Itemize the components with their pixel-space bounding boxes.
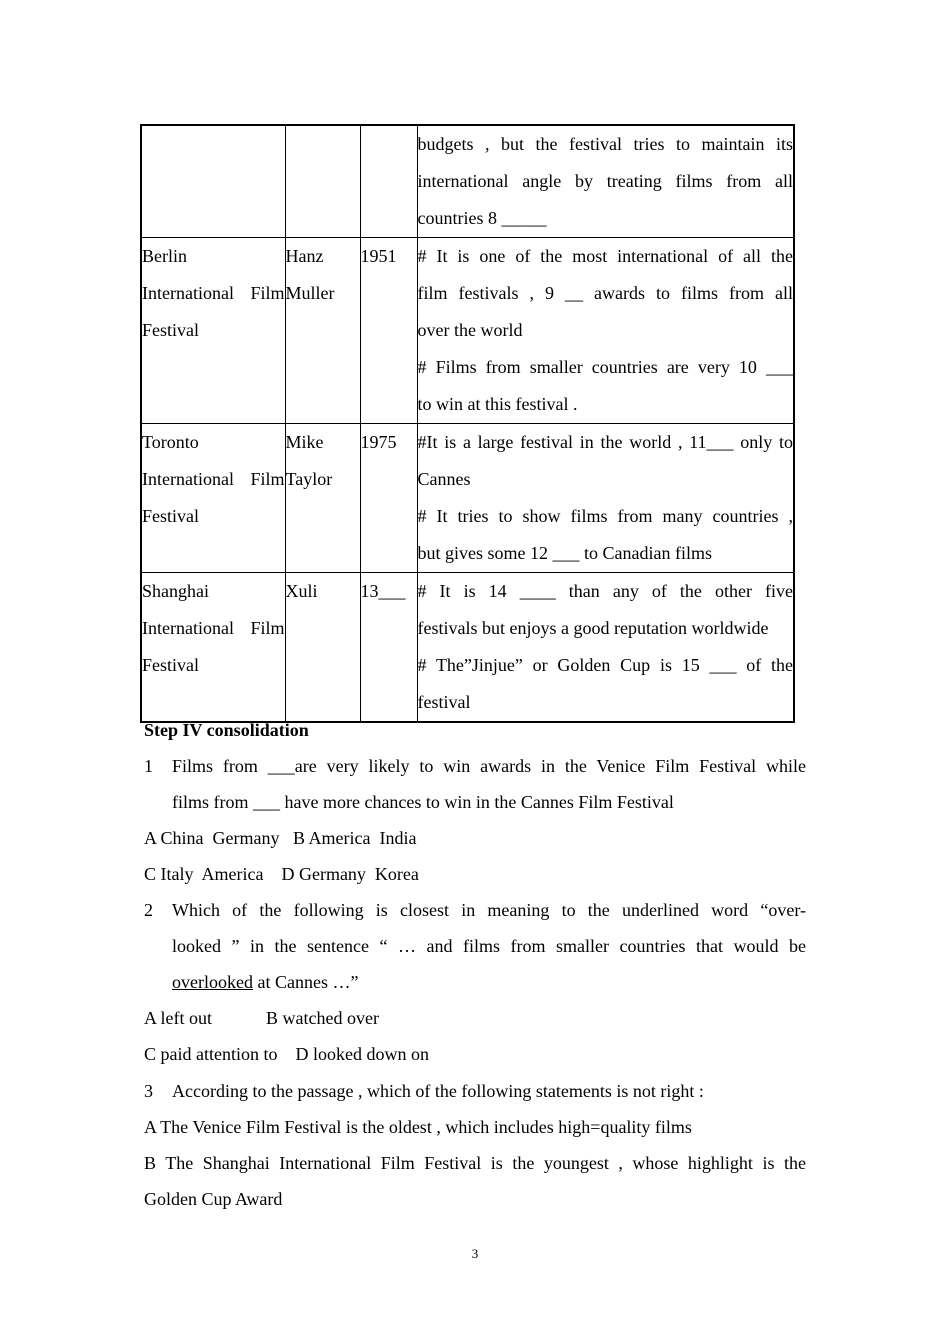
chairman-cell: [285, 238, 360, 424]
year-value: 13___: [360, 581, 406, 601]
chairman-cell: [285, 573, 360, 723]
cell-line: film festivals , 9 __ awards to films from all: [417, 283, 793, 303]
q1-line-2: films from ___ have more chances to win in the Cannes Film Festival: [172, 792, 674, 812]
cell-line: but gives some 12 ___ to Canadian films: [417, 543, 712, 563]
cell-line: [286, 126, 360, 163]
festival-name-cell: [141, 125, 285, 238]
cell-line: # It tries to show films from many countries ,: [417, 506, 793, 526]
q2-number: 2: [144, 900, 153, 920]
page-number: 3: [471, 1246, 479, 1261]
festival-name-cell: [141, 424, 285, 573]
q2-line-1: [144, 892, 806, 928]
q2-line-3: [144, 964, 806, 1000]
year-value: [361, 126, 417, 163]
q3-option-b-line-1: B The Shanghai International Film Festival is the youngest , whose highlight is the: [144, 1153, 806, 1173]
festival-table: [140, 124, 795, 723]
cell-line: Festival: [142, 506, 199, 526]
cell-line: Festival: [142, 655, 199, 675]
question-1: [144, 748, 806, 892]
table-row: [141, 238, 794, 424]
description-cell: [417, 238, 794, 424]
cell-line: Shanghai: [142, 581, 209, 601]
question-2: [144, 892, 806, 1072]
q1-number: 1: [144, 756, 153, 776]
cell-line: festivals but enjoys a good reputation worldwide: [417, 618, 769, 638]
q3-option-a: A The Venice Film Festival is the oldest , which includes high=quality films: [144, 1117, 692, 1137]
cell-line: # The”Jinjue” or Golden Cup is 15 ___ of the: [417, 655, 793, 675]
q3-option-b-line-2: Golden Cup Award: [144, 1189, 283, 1209]
question-3: [144, 1073, 806, 1217]
cell-line: [286, 163, 360, 200]
festival-name-cell: [141, 238, 285, 424]
cell-line: Toronto: [142, 432, 199, 452]
cell-line: International Film: [142, 618, 285, 638]
year-cell: [360, 424, 417, 573]
cell-line: # It is one of the most international of all the: [417, 246, 793, 266]
cell-line: International Film: [142, 469, 285, 489]
cell-line: to win at this festival .: [417, 394, 578, 414]
q1-options-cd: C Italy America D Germany Korea: [144, 864, 419, 884]
q1-text-1: Films from ___are very likely to win awards in the Venice Film Festival while: [172, 756, 806, 776]
description-cell: [417, 424, 794, 573]
chairman-cell: [285, 125, 360, 238]
underlined-word: overlooked: [172, 972, 253, 992]
q3-line-1: [144, 1073, 806, 1109]
cell-line: Hanz: [285, 246, 324, 266]
cell-line: # It is 14 ____ than any of the other five: [417, 581, 793, 601]
table-row: [141, 573, 794, 723]
cell-line: [142, 163, 285, 200]
cell-line: Mike: [285, 432, 324, 452]
chairman-cell: [285, 424, 360, 573]
q2-text-1: Which of the following is closest in meaning to the underlined word “over-: [172, 900, 806, 920]
festival-name-cell: [141, 573, 285, 723]
festival-table-body: [141, 125, 794, 722]
cell-line: Berlin: [142, 246, 187, 266]
q2-options-ab: A left out B watched over: [144, 1008, 379, 1028]
q3-text-1: According to the passage , which of the following statements is not right :: [172, 1081, 704, 1101]
cell-line: [142, 200, 285, 237]
cell-line: Muller: [285, 283, 335, 303]
cell-line: Festival: [142, 320, 199, 340]
cell-line: budgets , but the festival tries to maintain its: [417, 134, 793, 154]
q2-line-2: looked ” in the sentence “ … and films from smaller countries that would be: [172, 936, 806, 956]
q2-text-3: at Cannes …”: [252, 972, 359, 992]
cell-line: countries 8 _____: [417, 208, 547, 228]
year-value: 1975: [360, 432, 397, 452]
cell-line: # Films from smaller countries are very 10 ___: [417, 357, 793, 377]
description-cell: [417, 125, 794, 238]
year-cell: [360, 238, 417, 424]
q1-options-ab: A China Germany B America India: [144, 828, 417, 848]
year-cell: [360, 573, 417, 723]
table-row: [141, 125, 794, 238]
cell-line: [142, 126, 285, 163]
year-value: 1951: [360, 246, 397, 266]
cell-line: [286, 610, 360, 647]
cell-line: international angle by treating films from all: [417, 171, 793, 191]
year-cell: [360, 125, 417, 238]
cell-line: #It is a large festival in the world , 11___ only to: [417, 432, 793, 452]
cell-line: over the world: [417, 320, 523, 340]
cell-line: festival: [417, 692, 471, 712]
description-cell: [417, 573, 794, 723]
cell-line: Xuli: [285, 581, 318, 601]
q2-options-cd: C paid attention to D looked down on: [144, 1044, 429, 1064]
cell-line: International Film: [142, 283, 285, 303]
q3-number: 3: [144, 1081, 153, 1101]
cell-line: Taylor: [285, 469, 333, 489]
q1-line-1: [144, 748, 806, 784]
step-heading: Step IV consolidation: [144, 720, 309, 740]
cell-line: Cannes: [417, 469, 471, 489]
table-row: [141, 424, 794, 573]
